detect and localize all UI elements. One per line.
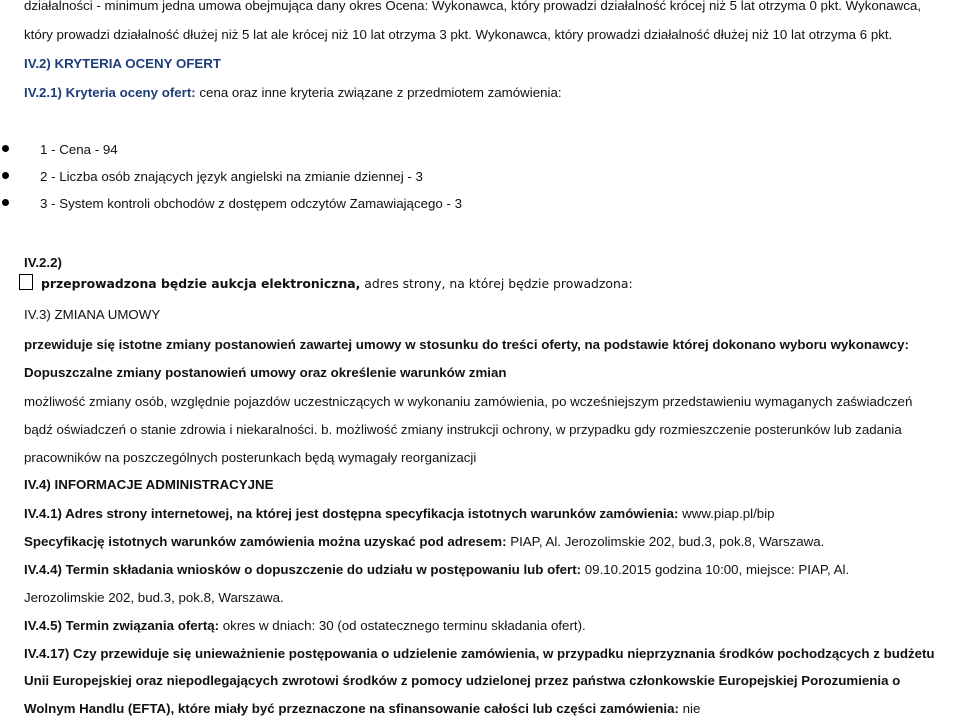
auction-bold-text: przeprowadzona będzie aukcja elektroniczna, bbox=[41, 276, 361, 291]
criteria-item: 1 - Cena - 94 bbox=[40, 142, 118, 157]
iv41-url: www.piap.pl/bip bbox=[678, 506, 775, 521]
spec-paragraph bbox=[24, 533, 824, 551]
auction-checkbox[interactable] bbox=[19, 274, 33, 290]
intro-line-1: działalności - minimum jedna umowa obejmująca dany okres Ocena: Wykonawca, który prowadzi działalność krócej niż 5 lat otrzyma 0 pkt. Wykonawca, bbox=[24, 0, 921, 13]
iv417-line-3 bbox=[24, 700, 700, 718]
criteria-item: 3 - System kontroli obchodów z dostępem odczytów Zamawiającego - 3 bbox=[40, 196, 463, 211]
iv417-line-1: IV.4.17) Czy przewiduje się unieważnienie postępowania o udzielenie zamówienia, w przypadku nieprzyznania środków pochodzących z budżetu bbox=[24, 646, 935, 661]
section-heading-iv2: IV.2) KRYTERIA OCENY OFERT bbox=[24, 56, 222, 71]
criteria-label: IV.2.1) Kryteria oceny ofert: bbox=[24, 85, 196, 100]
iv417-line-2: Unii Europejskiej oraz niepodlegających zwrotowi środków z pomocy udzielonej przez państwa członkowskie Europejskiej Porozumienia o bbox=[24, 673, 901, 688]
bullet-icon bbox=[2, 172, 9, 179]
iv3-line-4: bądź oświadczeń o stanie zdrowia i niekaralności. b. możliwość zmiany instrukcji ochrony, w przypadku gdy rozmieszczenie posterunków lub zadania bbox=[24, 422, 902, 437]
iv417-label: Wolnym Handlu (EFTA), które miały być przeznaczone na sfinansowanie całości lub części zamówienia: bbox=[24, 701, 679, 716]
bullet-icon bbox=[2, 199, 9, 206]
spec-value: PIAP, Al. Jerozolimskie 202, bud.3, pok.8, Warszawa. bbox=[506, 534, 825, 549]
intro-line-2: który prowadzi działalność dłużej niż 5 lat ale krócej niż 10 lat otrzyma 3 pkt. Wykonawca, który prowadzi działalność dłużej niż 10 lat otrzyma 6 pkt. bbox=[24, 27, 893, 42]
iv44-label: IV.4.4) Termin składania wniosków o dopuszczenie do udziału w postępowaniu lub ofert: bbox=[24, 562, 582, 577]
auction-text: adres strony, na której będzie prowadzona: bbox=[360, 276, 633, 291]
iv45-label: IV.4.5) Termin związania ofertą: bbox=[24, 618, 220, 633]
auction-paragraph bbox=[41, 275, 633, 293]
iv3-line-5: pracowników na poszczególnych posterunkach będą wymagały reorganizacji bbox=[24, 450, 477, 465]
section-heading-iv4: IV.4) INFORMACJE ADMINISTRACYJNE bbox=[24, 477, 274, 492]
iv44-value: 09.10.2015 godzina 10:00, miejsce: PIAP, Al. bbox=[581, 562, 850, 577]
iv44-paragraph bbox=[24, 561, 849, 579]
criteria-text: cena oraz inne kryteria związane z przedmiotem zamówienia: bbox=[195, 85, 562, 100]
auction-label: IV.2.2) bbox=[24, 255, 62, 270]
iv45-value: okres w dniach: 30 (od ostatecznego terminu składania ofert). bbox=[219, 618, 586, 633]
iv3-line-1: przewiduje się istotne zmiany postanowień zawartej umowy w stosunku do treści oferty, na podstawie której dokonano wyboru wykonawcy: bbox=[24, 337, 909, 352]
iv417-value: nie bbox=[678, 701, 701, 716]
iv3-line-2: Dopuszczalne zmiany postanowień umowy oraz określenie warunków zmian bbox=[24, 365, 507, 380]
iv41-label: IV.4.1) Adres strony internetowej, na której jest dostępna specyfikacja istotnych warunków zamówienia: bbox=[24, 506, 679, 521]
criteria-item: 2 - Liczba osób znających język angielski na zmianie dziennej - 3 bbox=[40, 169, 423, 184]
criteria-paragraph bbox=[24, 84, 562, 102]
iv3-line-3: możliwość zmiany osób, względnie pojazdów uczestniczących w wykonaniu zamówienia, po wcześniejszym przedstawieniu wymaganych zaświadczeń bbox=[24, 394, 913, 409]
section-heading-iv3: IV.3) ZMIANA UMOWY bbox=[24, 307, 161, 322]
bullet-icon bbox=[2, 145, 9, 152]
iv41-paragraph bbox=[24, 505, 775, 523]
iv44-continuation: Jerozolimskie 202, bud.3, pok.8, Warszawa. bbox=[24, 590, 284, 605]
spec-label: Specyfikację istotnych warunków zamówienia można uzyskać pod adresem: bbox=[24, 534, 507, 549]
iv45-paragraph bbox=[24, 617, 586, 635]
